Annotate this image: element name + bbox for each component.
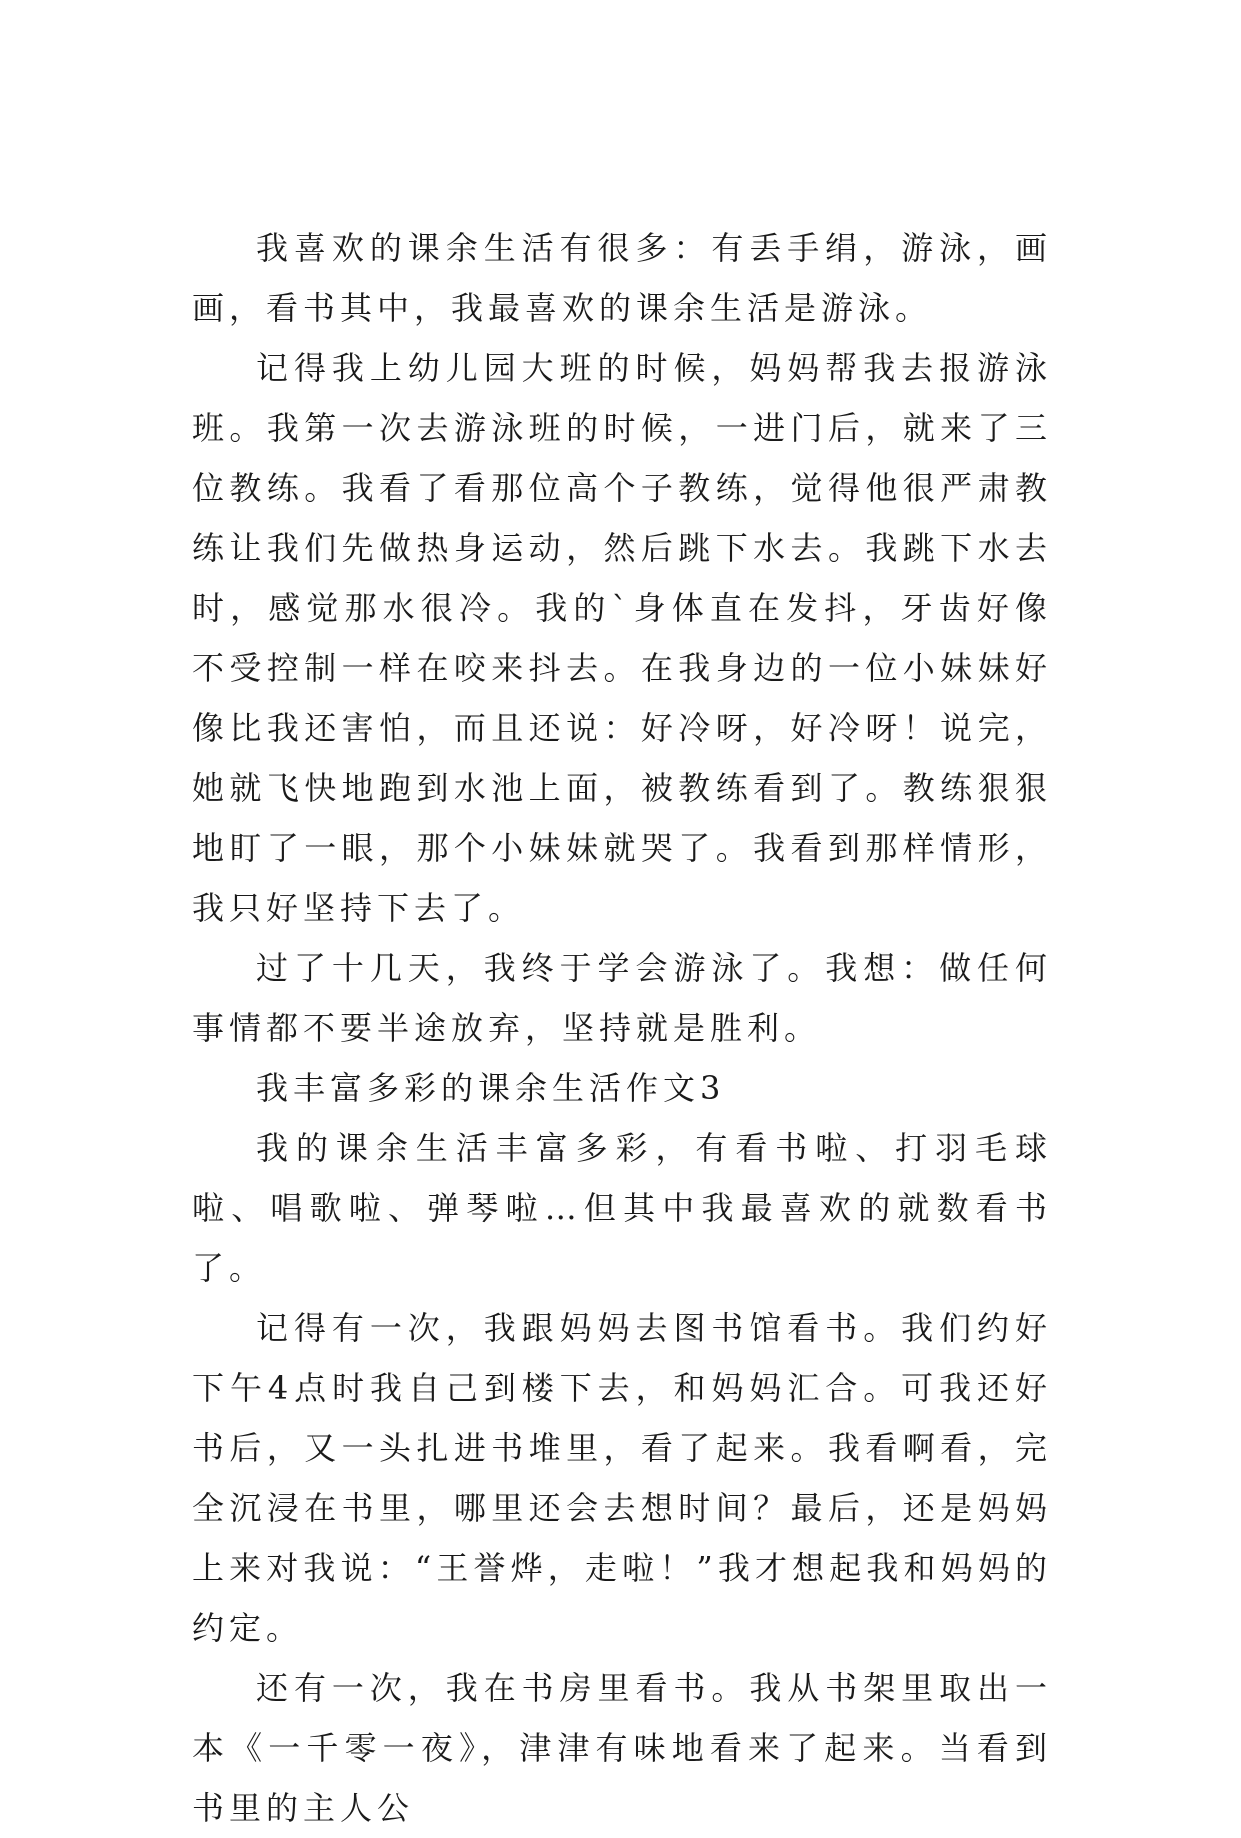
document-body <box>192 218 1052 1838</box>
essay-title-3: 我丰富多彩的课余生活作文3 <box>256 1069 726 1107</box>
paragraph-hobbies-intro: 我喜欢的课余生活有很多：有丢手绢，游泳，画画，看书其中，我最喜欢的课余生活是游泳。 <box>192 229 1052 327</box>
paragraph-library-story: 记得有一次，我跟妈妈去图书馆看书。我们约好下午4点时我自己到楼下去，和妈妈汇合。可我还好书后，又一头扎进书堆里，看了起来。我看啊看，完全沉浸在书里，哪里还会去想时间？最后，还是妈妈上来对我说：“王誉烨，走啦！”我才想起我和妈妈的约定。 <box>192 1309 1052 1647</box>
paragraph-swimming-class: 记得我上幼儿园大班的时候，妈妈帮我去报游泳班。我第一次去游泳班的时候，一进门后，就来了三位教练。我看了看那位高个子教练，觉得他很严肃教练让我们先做热身运动，然后跳下水去。我跳下水去时，感觉那水很冷。我的`身体直在发抖，牙齿好像不受控制一样在咬来抖去。在我身边的一位小妹妹好像比我还害怕，而且还说：好冷呀，好冷呀！说完，她就飞快地跑到水池上面，被教练看到了。教练狠狠地盯了一眼，那个小妹妹就哭了。我看到那样情形，我只好坚持下去了。 <box>192 349 1052 927</box>
paragraph-reading-intro: 我的课余生活丰富多彩，有看书啦、打羽毛球啦、唱歌啦、弹琴啦…但其中我最喜欢的就数看书了。 <box>192 1129 1052 1287</box>
paragraph-learned-swimming: 过了十几天，我终于学会游泳了。我想：做任何事情都不要半途放弃，坚持就是胜利。 <box>192 949 1052 1047</box>
paragraph-study-room-story: 还有一次，我在书房里看书。我从书架里取出一本《一千零一夜》，津津有味地看来了起来。当看到书里的主人公 <box>192 1669 1052 1827</box>
